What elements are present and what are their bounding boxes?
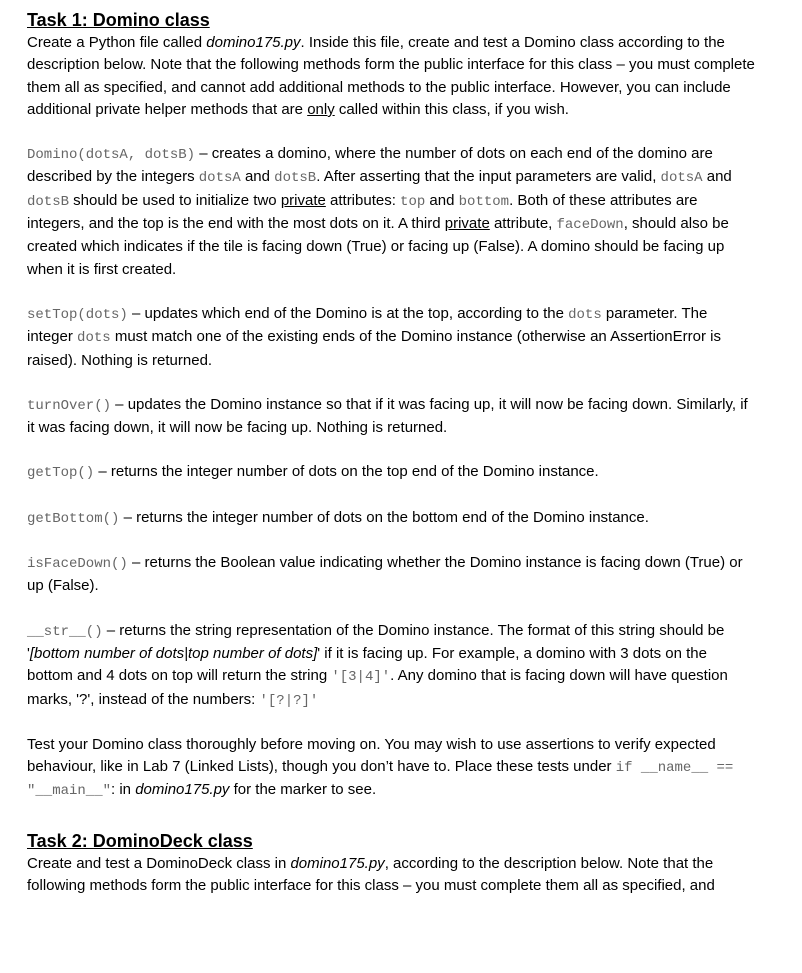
task1-intro-paragraph <box>27 32 757 121</box>
attr-top: top <box>400 193 426 210</box>
task2-intro-paragraph <box>27 853 757 898</box>
filename: domino175.py <box>290 854 385 872</box>
task1-heading: Task 1: Domino class <box>27 10 210 30</box>
intro-text: . Inside this file, create and test a Domino class according to the description below. Note that the following methods form the public interface for this class – you must complete them all as specified, and cannot add additional methods to the public interface. However, you can include additional private helper methods that are <box>27 34 755 118</box>
document-page <box>27 8 757 897</box>
filename: domino175.py <box>135 781 230 799</box>
str-text: . Any domino that is facing down will have question marks, '?', instead of the numbers: <box>27 667 728 708</box>
isfacedown-paragraph <box>27 552 757 598</box>
testing-text: for the marker to see. <box>229 781 377 799</box>
isfacedown-signature: isFaceDown() <box>27 556 128 573</box>
constructor-text: . Both of these attributes are integers, and the top is the end with the most dots on it. A third <box>27 191 698 233</box>
settop-text: – updates which end of the Domino is at the top, according to the <box>127 304 569 322</box>
getbottom-text: – returns the integer number of dots on the bottom end of the Domino instance. <box>119 508 649 526</box>
emphasis-private: private <box>444 215 490 233</box>
param-dots: dots <box>568 306 602 323</box>
intro-text: called within this class, if you wish. <box>334 100 569 118</box>
param-dotsB: dotsB <box>27 193 70 210</box>
turnover-signature: turnOver() <box>27 397 112 414</box>
param-dots: dots <box>77 330 111 347</box>
settop-text: must match one of the existing ends of the Domino instance (otherwise an AssertionError is raised). Nothing is returned. <box>27 328 721 369</box>
str-signature: __str__() <box>27 623 103 640</box>
testing-paragraph <box>27 734 757 803</box>
constructor-text: and <box>702 168 732 186</box>
isfacedown-text: – returns the Boolean value indicating whether the Domino instance is facing down (True) or up (False). <box>27 554 743 595</box>
getbottom-signature: getBottom() <box>27 510 120 527</box>
constructor-paragraph <box>27 143 757 281</box>
main-guard-code: if __name__ == "__main__" <box>27 760 734 800</box>
constructor-text: and <box>425 191 459 209</box>
filename: domino175.py <box>206 34 301 51</box>
constructor-text: , should also be created which indicates if the tile is facing down (True) or facing up (False). A domino should be facing up when it is first created. <box>27 215 729 278</box>
turnover-paragraph <box>27 394 757 440</box>
constructor-signature: Domino(dotsA, dotsB) <box>27 147 196 164</box>
example-string: '[3|4]' <box>331 669 391 686</box>
str-text: – returns the string representation of the Domino instance. The format of this string should be ' <box>27 621 725 662</box>
settop-text: parameter. The integer <box>27 304 708 346</box>
gettop-text: – returns the integer number of dots on the top end of the Domino instance. <box>94 463 599 481</box>
constructor-text: – creates a domino, where the number of dots on each end of the domino are described by the integers <box>27 145 713 186</box>
getbottom-paragraph <box>27 507 757 530</box>
param-dotsB: dotsB <box>274 170 317 187</box>
settop-paragraph <box>27 303 757 372</box>
settop-signature: setTop(dots) <box>27 306 128 323</box>
constructor-text: attribute, <box>489 215 557 233</box>
str-text: ' if it is facing up. For example, a domino with 3 dots on the bottom and 4 dots on top will return the string <box>27 644 707 685</box>
param-dotsA: dotsA <box>660 170 703 187</box>
task2-heading: Task 2: DominoDeck class <box>27 830 253 851</box>
testing-text: : in <box>111 781 136 799</box>
attr-faceDown: faceDown <box>556 217 624 234</box>
param-dotsA: dotsA <box>198 170 241 187</box>
constructor-text: should be used to initialize two <box>69 191 281 209</box>
format-description: [bottom number of dots|top number of dots] <box>29 644 318 662</box>
intro-text: Create and test a DominoDeck class in <box>27 854 291 872</box>
gettop-signature: getTop() <box>27 465 95 482</box>
emphasis-private: private <box>280 191 326 209</box>
emphasis-only: only <box>307 100 335 118</box>
str-paragraph <box>27 620 757 712</box>
attr-bottom: bottom <box>458 193 510 210</box>
turnover-text: – updates the Domino instance so that if it was facing up, it will now be facing down. Similarly, if it was facing down, it will now be facing up. Nothing is returned. <box>27 395 748 437</box>
intro-text: , according to the description below. Note that the following methods form the public interface for this class – you must complete them all as specified, and <box>27 854 715 895</box>
constructor-text: attributes: <box>325 191 401 209</box>
example-facedown-string: '[?|?]' <box>259 692 319 709</box>
gettop-paragraph <box>27 461 757 484</box>
constructor-text: and <box>240 168 275 186</box>
constructor-text: . After asserting that the input parameters are valid, <box>316 168 661 186</box>
testing-text: Test your Domino class thoroughly before moving on. You may wish to use assertions to verify expected behaviour, like in Lab 7 (Linked Lists), though you don’t have to. Place these tests under <box>27 735 716 776</box>
intro-text: Create a Python file called <box>27 34 207 51</box>
